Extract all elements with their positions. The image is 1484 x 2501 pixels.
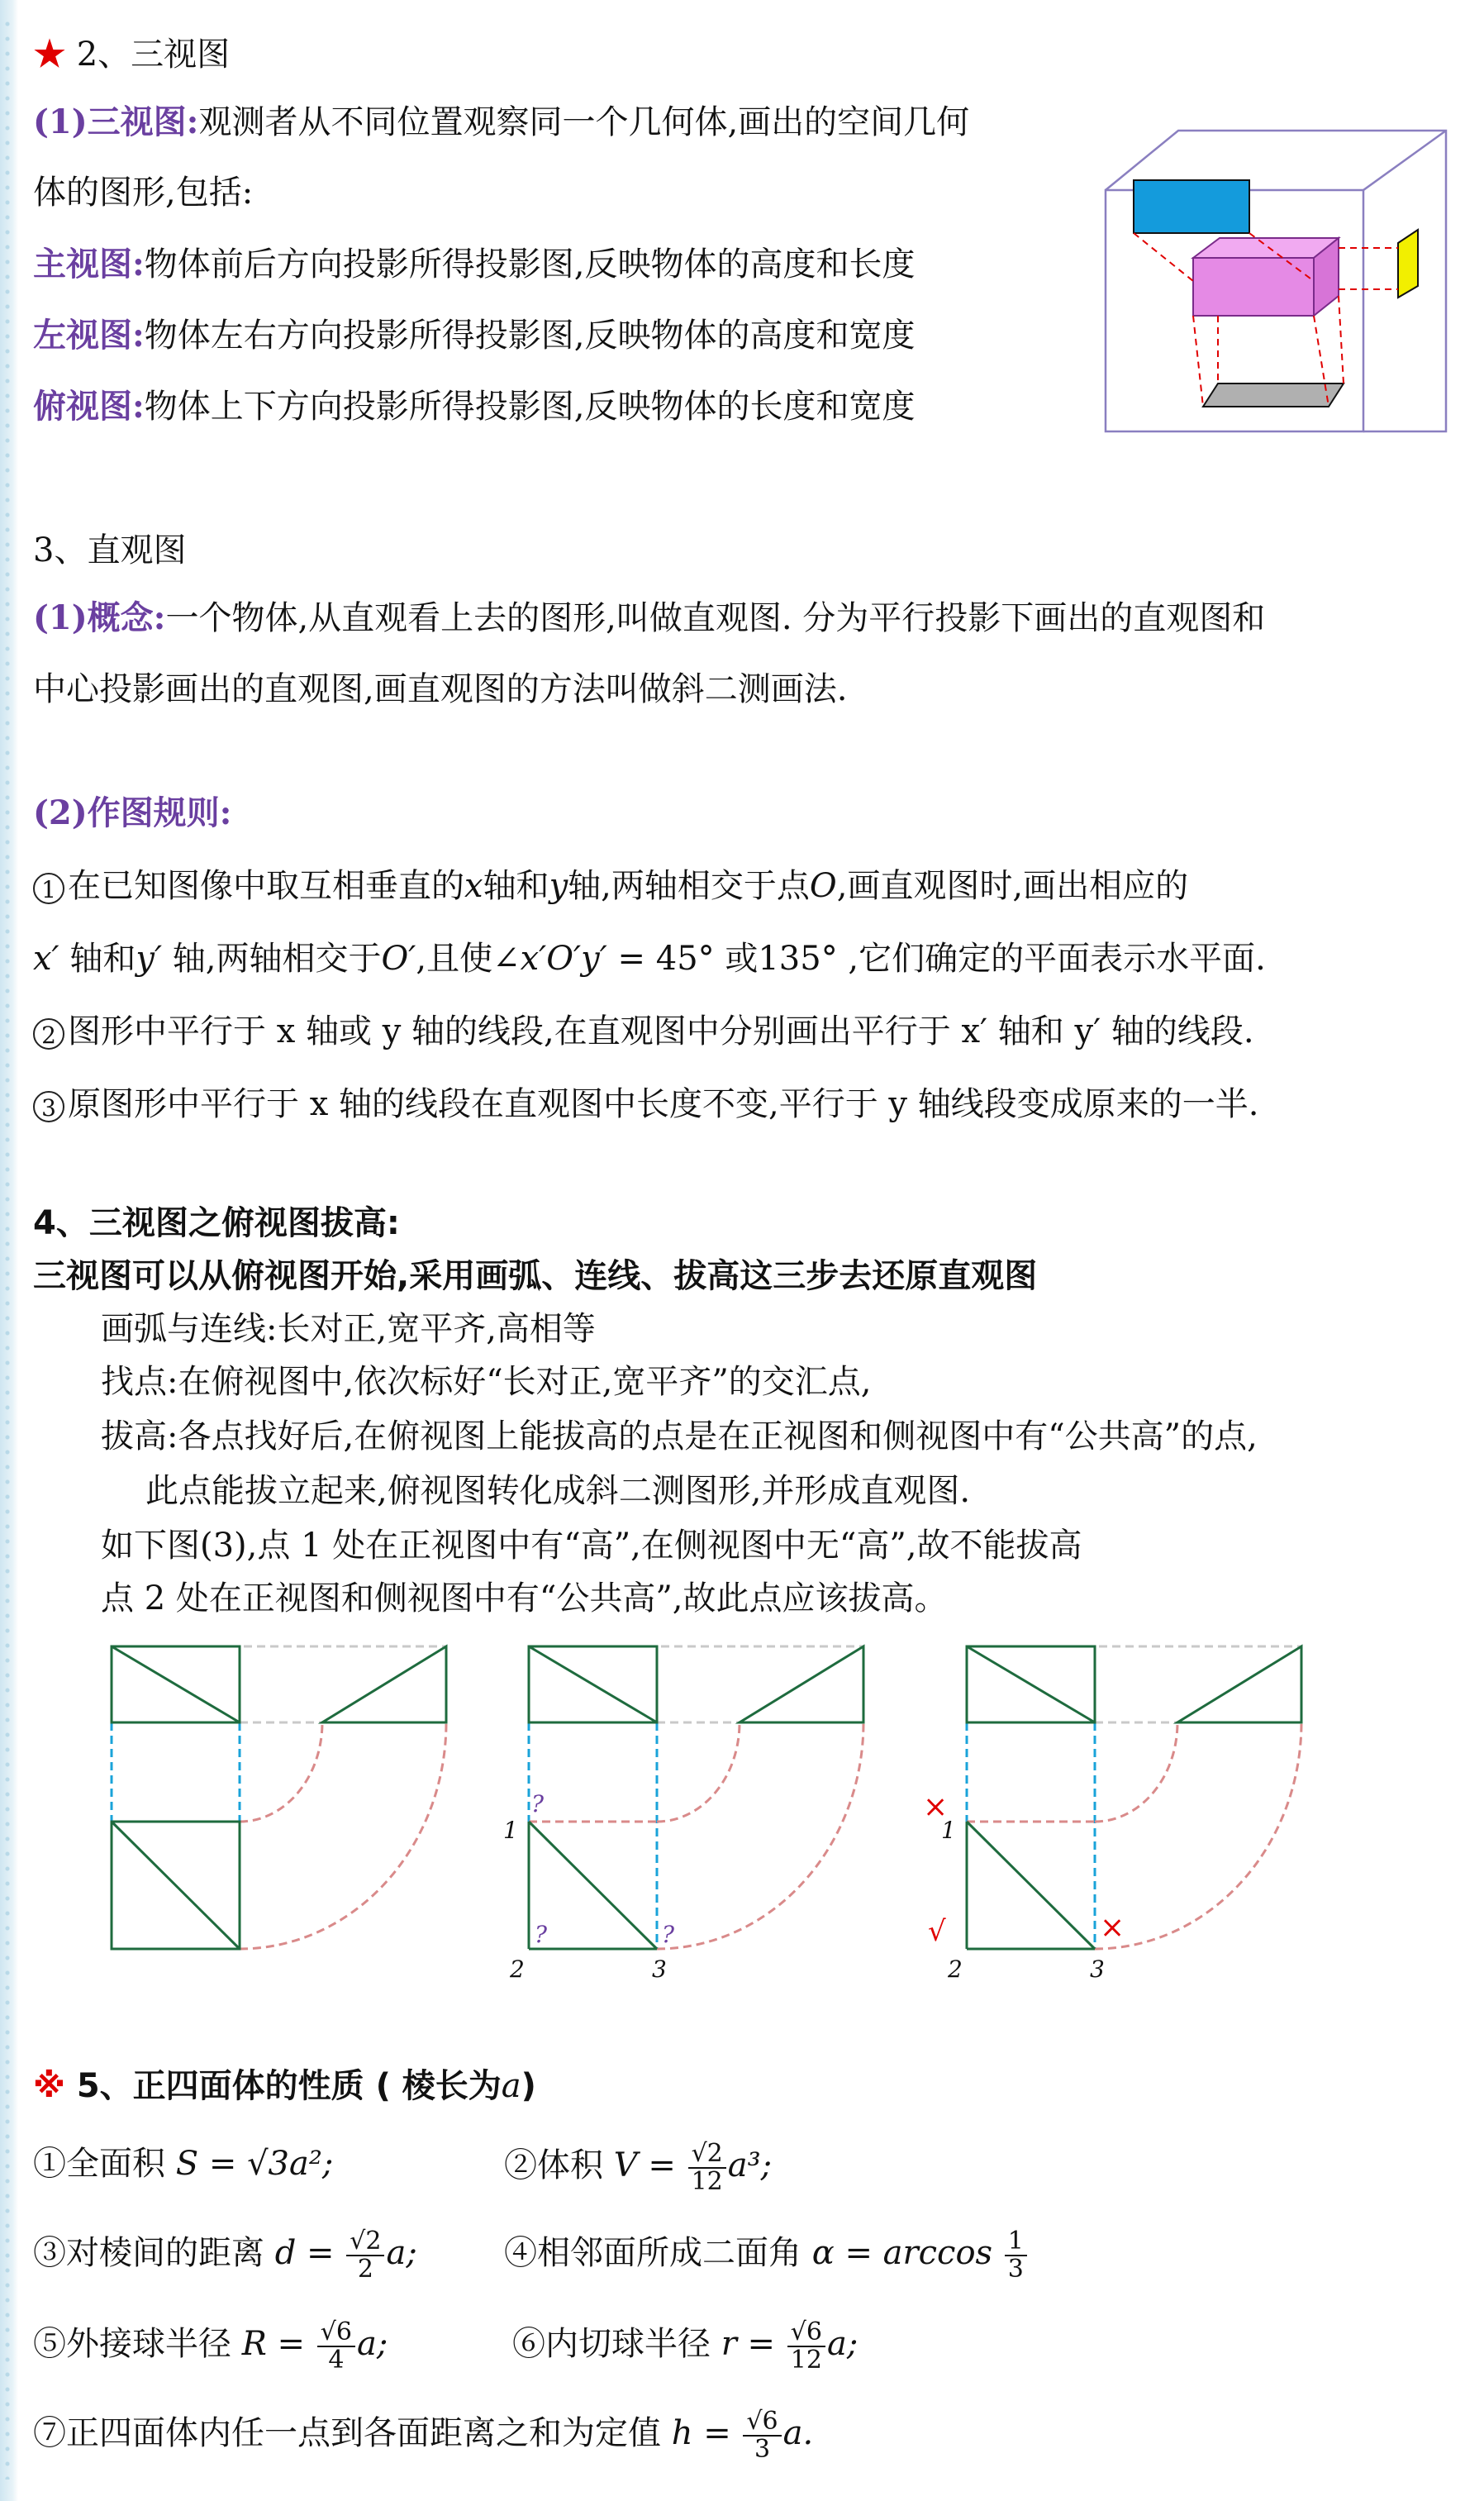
fig3-check: √ bbox=[928, 1915, 946, 1948]
s4-p5-text: 如下图(3),点 1 处在正视图中有“高”,在侧视图中无“高”,故不能拔高 bbox=[101, 1527, 1082, 1565]
rule1-text-d: ,画直观图时,画出相应的 bbox=[836, 867, 1189, 905]
rules-heading bbox=[33, 790, 231, 836]
f6-text: 内切球半径 bbox=[545, 2325, 711, 2363]
s4-subheading-text: 三视图可以从俯视图开始,采用画弧、连线、拔高这三步去还原直观图 bbox=[33, 1257, 1038, 1295]
fig3-label-1: 1 bbox=[941, 1817, 956, 1844]
formula-6 bbox=[512, 2319, 858, 2374]
s4-p3-text: 拔高:各点找好后,在俯视图上能拔高的点是在正视图和侧视图中有“公共高”的点, bbox=[101, 1417, 1258, 1455]
rule1-number: 1 bbox=[33, 873, 64, 904]
s2-text2: 体的图形,包括: bbox=[33, 174, 254, 212]
f4-fraction bbox=[1005, 2228, 1027, 2283]
rule1-yp: y′ bbox=[136, 940, 163, 978]
top-view-text: 物体上下方向投影所得投影图,反映物体的长度和宽度 bbox=[144, 388, 916, 426]
fig2-q3: ? bbox=[662, 1921, 675, 1948]
s3-heading-text: 3、直观图 bbox=[33, 531, 187, 569]
f4-lhs: α = arccos bbox=[811, 2234, 993, 2272]
f7-fraction bbox=[743, 2408, 781, 2463]
f2-num: ② bbox=[504, 2146, 537, 2184]
left-decorative-strip bbox=[0, 0, 18, 2501]
f7-lhs: h = bbox=[671, 2414, 731, 2452]
s2-line1 bbox=[33, 99, 969, 145]
f5-text: 外接球半径 bbox=[66, 2325, 231, 2363]
projection-box-figure bbox=[1099, 124, 1454, 438]
f5-num: ⑤ bbox=[33, 2325, 66, 2363]
f7-den: 3 bbox=[754, 2435, 771, 2464]
s4-p3 bbox=[101, 1413, 1258, 1460]
s4-p2 bbox=[101, 1359, 872, 1405]
rule3-line bbox=[33, 1081, 1258, 1127]
fig2-q2: ? bbox=[535, 1921, 548, 1948]
s4-p6 bbox=[101, 1575, 948, 1622]
s4-heading-text: 4、三视图之俯视图拔高: bbox=[33, 1204, 400, 1242]
rule2-number: 2 bbox=[33, 1018, 64, 1050]
f6-tail: a; bbox=[827, 2325, 859, 2363]
f6-top: √6 bbox=[787, 2319, 825, 2347]
left-view-line bbox=[33, 312, 915, 359]
f4-top: 1 bbox=[1005, 2228, 1027, 2256]
concept-text1: 一个物体,从直观看上去的图形,叫做直观图. 分为平行投影下画出的直观图和 bbox=[165, 599, 1266, 637]
f1-num: ① bbox=[33, 2145, 66, 2183]
rule1-angle: ∠x′O′y′ bbox=[492, 940, 607, 978]
s4-p4-text: 此点能拔立起来,俯视图转化成斜二测图形,并形成直观图. bbox=[145, 1472, 971, 1510]
f5-tail: a; bbox=[357, 2325, 388, 2363]
s4-subheading bbox=[33, 1253, 1037, 1299]
fig3-label-3: 3 bbox=[1090, 1956, 1105, 1983]
f5-fraction bbox=[317, 2319, 355, 2374]
rule3-number: 3 bbox=[33, 1091, 64, 1122]
left-view-label: 左视图: bbox=[33, 316, 145, 355]
s4-heading bbox=[33, 1200, 400, 1246]
formula-2 bbox=[504, 2141, 772, 2195]
f2-den: 12 bbox=[691, 2167, 723, 2196]
front-view-line bbox=[33, 241, 915, 288]
top-view-line bbox=[33, 383, 915, 430]
f5-lhs: R = bbox=[241, 2325, 306, 2363]
s2-heading bbox=[33, 31, 230, 78]
rule1-xp: x′ bbox=[33, 940, 59, 978]
f2-tail: a³; bbox=[727, 2146, 773, 2184]
s4-p5 bbox=[101, 1522, 1082, 1569]
f3-tail: a; bbox=[386, 2234, 417, 2272]
fig3-label-2: 2 bbox=[948, 1956, 963, 1983]
s5-heading-end: ) bbox=[521, 2067, 536, 2105]
concept-text2: 中心投影画出的直观图,画直观图的方法叫做斜二测画法. bbox=[33, 670, 848, 708]
rule2-line bbox=[33, 1008, 1254, 1055]
formula-4 bbox=[504, 2228, 1029, 2283]
s4-p1 bbox=[101, 1306, 596, 1352]
formula-5 bbox=[33, 2319, 388, 2374]
rules-label: (2)作图规则: bbox=[33, 793, 232, 832]
s4-p2-text: 找点:在俯视图中,依次标好“长对正,宽平齐”的交汇点, bbox=[101, 1363, 872, 1401]
f1-expr: S = √3a²; bbox=[175, 2145, 334, 2183]
rule1-text-b: 轴和 bbox=[483, 867, 549, 905]
rule1-x: x bbox=[464, 867, 483, 905]
front-view-text: 物体前后方向投影所得投影图,反映物体的高度和长度 bbox=[144, 245, 916, 283]
rule1-y: y bbox=[549, 867, 568, 905]
star-icon: ★ bbox=[33, 36, 66, 74]
rule1b-text-c: ,且使 bbox=[416, 940, 493, 978]
strip-dots bbox=[3, 17, 12, 2480]
f7-top: √6 bbox=[743, 2408, 781, 2437]
s2-label: (1)三视图: bbox=[33, 102, 199, 141]
s5-heading-text: 5、正四面体的性质 ( 棱长为 bbox=[64, 2067, 502, 2105]
s5-heading bbox=[33, 2063, 536, 2109]
figure-3 bbox=[923, 1646, 1301, 1983]
top-view-label: 俯视图: bbox=[33, 387, 145, 426]
f3-text: 对棱间的距离 bbox=[66, 2234, 264, 2272]
f5-den: 4 bbox=[328, 2346, 345, 2375]
s4-p6-text: 点 2 处在正视图和侧视图中有“公共高”,故此点应该拔高。 bbox=[101, 1579, 948, 1617]
f3-num: ③ bbox=[33, 2234, 66, 2272]
f6-den: 12 bbox=[790, 2346, 822, 2375]
fig2-label-1: 1 bbox=[503, 1817, 518, 1844]
f4-den: 3 bbox=[1007, 2255, 1024, 2284]
concept-line2 bbox=[33, 666, 847, 712]
f2-fraction bbox=[688, 2141, 726, 2195]
three-view-figures bbox=[0, 1628, 1484, 1992]
fig2-label-2: 2 bbox=[510, 1956, 525, 1983]
rule1b-text-d: = 45° 或135° ,它们确定的平面表示水平面. bbox=[606, 940, 1266, 978]
f1-text: 全面积 bbox=[66, 2145, 165, 2183]
f4-text: 相邻面所成二面角 bbox=[537, 2234, 801, 2272]
formula-7 bbox=[33, 2408, 813, 2463]
f4-num: ④ bbox=[504, 2234, 537, 2272]
f2-lhs: V = bbox=[613, 2146, 676, 2184]
f2-top: √2 bbox=[688, 2141, 726, 2169]
concept-label: (1)概念: bbox=[33, 598, 166, 637]
f3-fraction bbox=[346, 2228, 384, 2283]
fig2-q1: ? bbox=[531, 1790, 545, 1817]
f3-lhs: d = bbox=[274, 2234, 335, 2272]
s5-mark-icon: ※ bbox=[33, 2067, 65, 2105]
figure-2 bbox=[503, 1646, 863, 1983]
s2-heading-text: 2、三视图 bbox=[76, 36, 231, 74]
f6-lhs: r = bbox=[721, 2325, 776, 2363]
rule3-text: 原图形中平行于 x 轴的线段在直观图中长度不变,平行于 y 轴线段变成原来的一半. bbox=[68, 1085, 1259, 1123]
rule1-O: O bbox=[809, 867, 837, 905]
f6-fraction bbox=[787, 2319, 825, 2374]
s3-heading bbox=[33, 527, 186, 574]
rule1-line1 bbox=[33, 863, 1188, 909]
f2-text: 体积 bbox=[537, 2146, 603, 2184]
s2-text1: 观测者从不同位置观察同一个几何体,画出的空间几何 bbox=[198, 103, 970, 141]
rule1b-text-a: 轴和 bbox=[59, 940, 136, 978]
fig2-label-3: 3 bbox=[652, 1956, 667, 1983]
s4-p4 bbox=[145, 1468, 970, 1514]
f7-num: ⑦ bbox=[33, 2414, 66, 2452]
formula-1 bbox=[33, 2141, 333, 2187]
f3-den: 2 bbox=[357, 2255, 373, 2284]
concept-line1 bbox=[33, 595, 1265, 641]
s4-p1-text: 画弧与连线:长对正,宽平齐,高相等 bbox=[101, 1310, 596, 1348]
rule1-Op: O′ bbox=[381, 940, 416, 978]
rule1-line2 bbox=[33, 936, 1266, 982]
fig3-cross-1: × bbox=[923, 1790, 949, 1824]
rule1b-text-b: 轴,两轴相交于 bbox=[162, 940, 382, 978]
figure-1 bbox=[112, 1646, 446, 1949]
f7-tail: a. bbox=[782, 2414, 814, 2452]
f5-top: √6 bbox=[317, 2319, 355, 2347]
left-view-text: 物体左右方向投影所得投影图,反映物体的高度和宽度 bbox=[144, 317, 916, 355]
f3-top: √2 bbox=[346, 2228, 384, 2256]
f6-num: ⑥ bbox=[512, 2325, 545, 2363]
rule1-text-c: 轴,两轴相交于点 bbox=[568, 867, 810, 905]
s5-heading-a: a bbox=[501, 2067, 521, 2105]
s2-line2 bbox=[33, 169, 253, 216]
f7-text: 正四面体内任一点到各面距离之和为定值 bbox=[66, 2414, 661, 2452]
rule2-text: 图形中平行于 x 轴或 y 轴的线段,在直观图中分别画出平行于 x′ 轴和 y′ 轴的线段. bbox=[68, 1012, 1254, 1050]
front-view-label: 主视图: bbox=[33, 245, 145, 283]
fig3-cross-2: × bbox=[1100, 1911, 1125, 1945]
rule1-text-a: 在已知图像中取互相垂直的 bbox=[68, 867, 464, 905]
formula-3 bbox=[33, 2228, 417, 2283]
